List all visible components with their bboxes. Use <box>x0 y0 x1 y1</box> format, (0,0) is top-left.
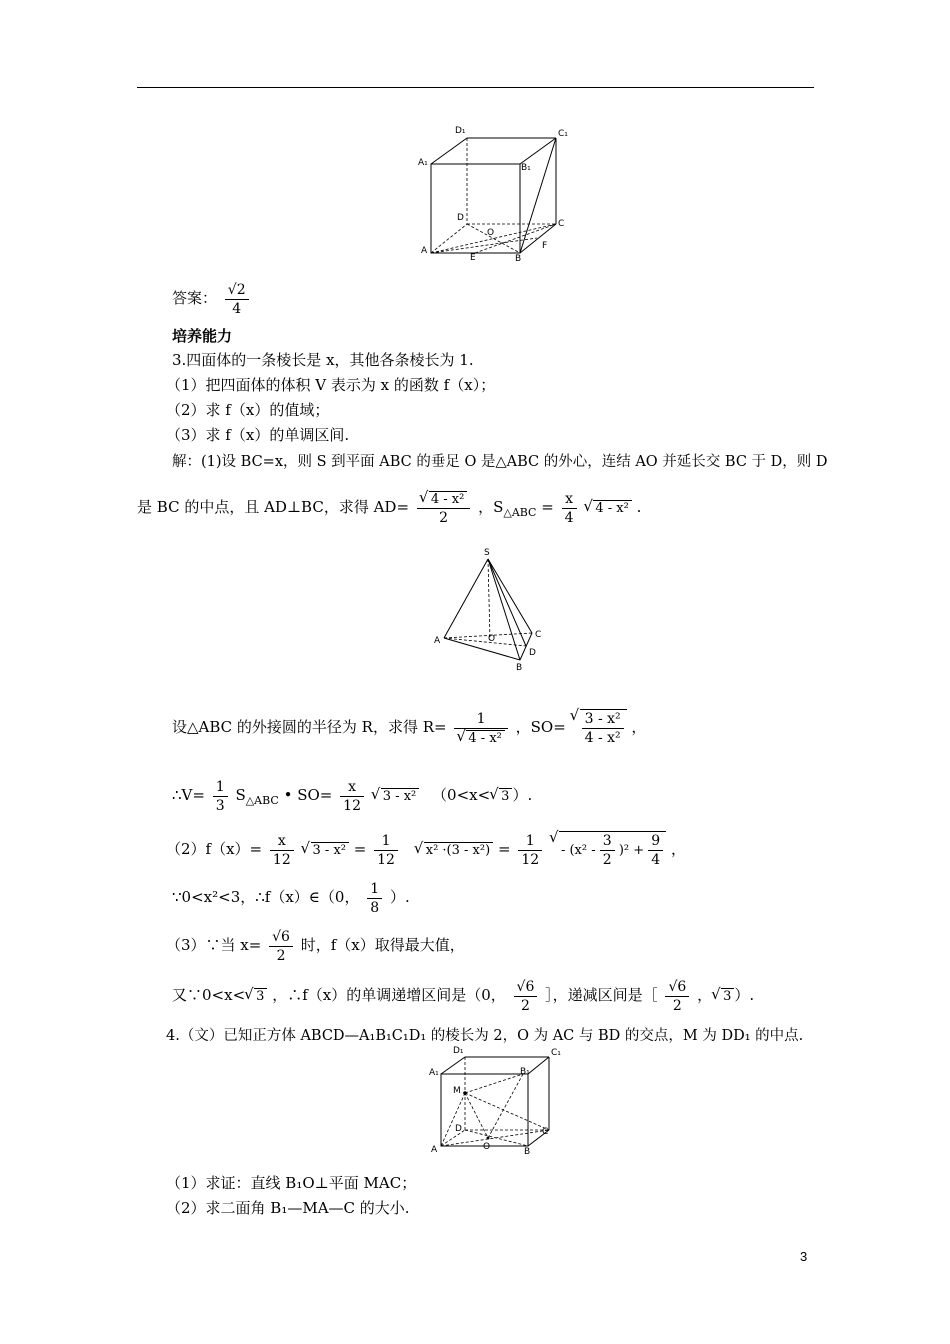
r-fraction <box>454 710 507 747</box>
max-den: 2 <box>276 947 286 964</box>
f-num-2: 1 <box>374 832 398 851</box>
v-s: S <box>235 786 246 804</box>
max-num: √6 <box>269 928 293 947</box>
f-eq-2: = <box>353 840 367 858</box>
mono-radical-2: √ 3 <box>721 988 734 1005</box>
v-den-2: 12 <box>343 797 361 814</box>
s-equals: = <box>541 498 554 516</box>
so-numerator: √ 3 - x² <box>582 710 624 729</box>
so-radical <box>580 709 627 747</box>
mono-e: ）. <box>734 986 755 1004</box>
f-fraction-3 <box>518 832 542 869</box>
s-denominator: 4 <box>564 509 574 526</box>
v-num-1: 1 <box>213 778 228 797</box>
mono-num: √6 <box>514 978 538 997</box>
answer-label: 答案： <box>172 289 218 307</box>
v-range-radical: √ 3 <box>499 788 512 805</box>
range-den: 8 <box>370 899 380 916</box>
fig2-label-S: S <box>484 548 490 558</box>
f-num-3: 1 <box>518 832 542 851</box>
fig3-label-O: O <box>483 1142 491 1152</box>
q3-solution-line2 <box>137 482 641 532</box>
f-radical-2: √ x² ·(3 - x²) <box>424 842 493 859</box>
so-denominator: 4 - x² <box>584 730 621 746</box>
fig3-label-M: M <box>453 1086 461 1096</box>
f-fraction-1 <box>270 832 294 869</box>
v-s-sub: △ABC <box>245 794 279 807</box>
f-end: ， <box>670 840 686 858</box>
fig1-label-O: O <box>487 228 495 238</box>
v-fraction-1 <box>213 778 228 815</box>
fig1-label-C1: C₁ <box>558 129 568 139</box>
page-number: 3 <box>800 1249 808 1264</box>
mono-fraction-2 <box>665 978 689 1015</box>
f-rad3-den2: 4 <box>651 852 661 868</box>
mono-b: ，∴f（x）的单调递增区间是（0， <box>272 986 506 1004</box>
f-den-2: 12 <box>377 851 395 868</box>
s-end: . <box>636 498 642 516</box>
fig2-label-O: O <box>488 634 496 644</box>
mono-c: ］，递减区间是［ <box>545 986 658 1004</box>
fig1-label-F: F <box>542 241 548 251</box>
mono-den: 2 <box>521 997 530 1014</box>
q3-volume-line <box>172 772 532 818</box>
fig1-label-A: A <box>421 246 428 256</box>
s-radical: √ 4 - x² <box>593 500 631 517</box>
f-rad3-num2: 9 <box>648 832 663 851</box>
v-range-b: ）. <box>512 786 533 804</box>
v-den-1: 3 <box>215 797 225 814</box>
fig2-label-D: D <box>529 648 536 658</box>
f-den-3: 12 <box>521 851 540 868</box>
max-fraction <box>269 928 293 965</box>
answer-line <box>172 276 252 320</box>
q3-radius-line <box>172 702 646 752</box>
q3-stem: 3.四面体的一条棱长是 x，其他各条棱长为 1. <box>172 351 474 369</box>
fig2-label-A: A <box>434 636 441 646</box>
r-numerator: 1 <box>454 710 507 729</box>
fig3-label-C: C <box>542 1127 549 1137</box>
q3-max-line <box>166 922 465 968</box>
max-end: 时，f（x）取得最大值， <box>300 936 465 954</box>
fig1-label-B: B <box>515 254 522 264</box>
q4-stem: 4.（文）已知正方体 ABCD—A₁B₁C₁D₁ 的棱长为 2，O 为 AC 与 BD 的交点，M 为 DD₁ 的中点. <box>166 1028 804 1044</box>
mono-radical: √ 3 <box>254 988 267 1005</box>
f-radical-3 <box>559 831 666 869</box>
q3-range-line <box>172 874 410 920</box>
s-numerator: x <box>562 490 577 509</box>
max-text: （3）∵当 x= <box>166 936 262 954</box>
so-end: ， <box>631 718 647 736</box>
fig3-label-D1: D₁ <box>453 1046 464 1056</box>
q4-part1: （1）求证：直线 B₁O⊥平面 MAC； <box>166 1174 417 1192</box>
f-rad3-den: 2 <box>602 852 612 868</box>
fig3-label-D: D <box>455 1124 462 1134</box>
range-text: ∵0<x²<3，∴f（x）∈（0， <box>172 888 360 906</box>
f-radical-1: √ 3 - x² <box>311 842 349 859</box>
q3-part2: （2）求 f（x）的值域； <box>166 401 330 419</box>
answer-numerator: √2 <box>225 281 249 300</box>
mono-d: ， <box>697 986 713 1004</box>
q3-function-line <box>166 824 686 874</box>
fig2-label-B: B <box>516 663 523 673</box>
ad-denominator: 2 <box>439 509 449 526</box>
fig1-label-D1: D₁ <box>455 126 466 136</box>
f-rad3-num: 3 <box>600 832 615 851</box>
section-title: 培养能力 <box>172 327 233 345</box>
tetrahedron-figure <box>432 545 552 673</box>
s-label: ，S <box>478 498 504 516</box>
q3-part1: （1）把四面体的体积 V 表示为 x 的函数 f（x）； <box>166 376 496 394</box>
fig1-label-A1: A₁ <box>418 158 428 168</box>
r-radical: √ 4 - x² <box>466 730 504 747</box>
f-text: （2）f（x）= <box>166 840 263 858</box>
answer-denominator: 4 <box>232 300 242 317</box>
v-text: ∴V= <box>172 786 205 804</box>
f-den-1: 12 <box>272 851 291 868</box>
range-fraction <box>367 880 382 917</box>
fig3-label-B1: B₁ <box>520 1067 530 1077</box>
fig3-label-A1: A₁ <box>429 1068 439 1078</box>
fig1-label-E: E <box>470 253 476 263</box>
range-num: 1 <box>367 880 382 899</box>
q3-monotonic-line <box>172 972 754 1018</box>
fig1-label-B1: B₁ <box>521 163 531 173</box>
mono-num2: √6 <box>665 978 689 997</box>
cube-figure-1 <box>415 124 575 264</box>
fig3-label-C1: C₁ <box>551 1048 561 1058</box>
ad-fraction <box>417 490 470 527</box>
q3-solution-line1: 解：(1)设 BC=x，则 S 到平面 ABC 的垂足 O 是△ABC 的外心，连结 AO 并延长交 BC 于 D，则 D <box>172 454 828 470</box>
cube-figure-2 <box>425 1043 565 1161</box>
fig1-label-D: D <box>457 213 464 223</box>
so-label: ，SO= <box>515 718 566 736</box>
fig2-label-C: C <box>535 630 542 640</box>
f-rad3-a: - (x² - <box>560 843 596 858</box>
mono-den2: 2 <box>672 997 682 1014</box>
r-text: 设△ABC 的外接圆的半径为 R，求得 R= <box>172 718 447 736</box>
range-end: ）. <box>389 888 410 906</box>
q3-part3: （3）求 f（x）的单调区间. <box>166 426 350 444</box>
ad-radical: √ 4 - x² <box>429 491 467 508</box>
f-fraction-2 <box>374 832 398 869</box>
v-range-a: （0<x< <box>432 786 491 804</box>
f-eq-3: = <box>497 840 511 858</box>
v-num-2: x <box>340 778 364 797</box>
q4-part2: （2）求二面角 B₁—MA—C 的大小. <box>166 1199 410 1217</box>
header-rule <box>137 87 814 88</box>
fig3-label-B: B <box>524 1147 531 1157</box>
mono-a: 又∵0<x< <box>172 986 246 1004</box>
v-fraction-2 <box>340 778 364 815</box>
fig1-label-C: C <box>558 219 565 229</box>
s-fraction <box>562 490 577 527</box>
f-num-1: x <box>270 832 294 851</box>
fig3-label-A: A <box>431 1145 438 1155</box>
f-rad3-b: )² + <box>618 843 645 858</box>
v-radical: √ 3 - x² <box>381 788 419 805</box>
v-so: • SO= <box>283 786 333 804</box>
s-subscript: △ABC <box>503 506 537 519</box>
ad-text: 是 BC 的中点，且 AD⊥BC，求得 AD= <box>137 498 410 516</box>
mono-fraction-1 <box>514 978 538 1015</box>
answer-fraction <box>225 281 249 318</box>
